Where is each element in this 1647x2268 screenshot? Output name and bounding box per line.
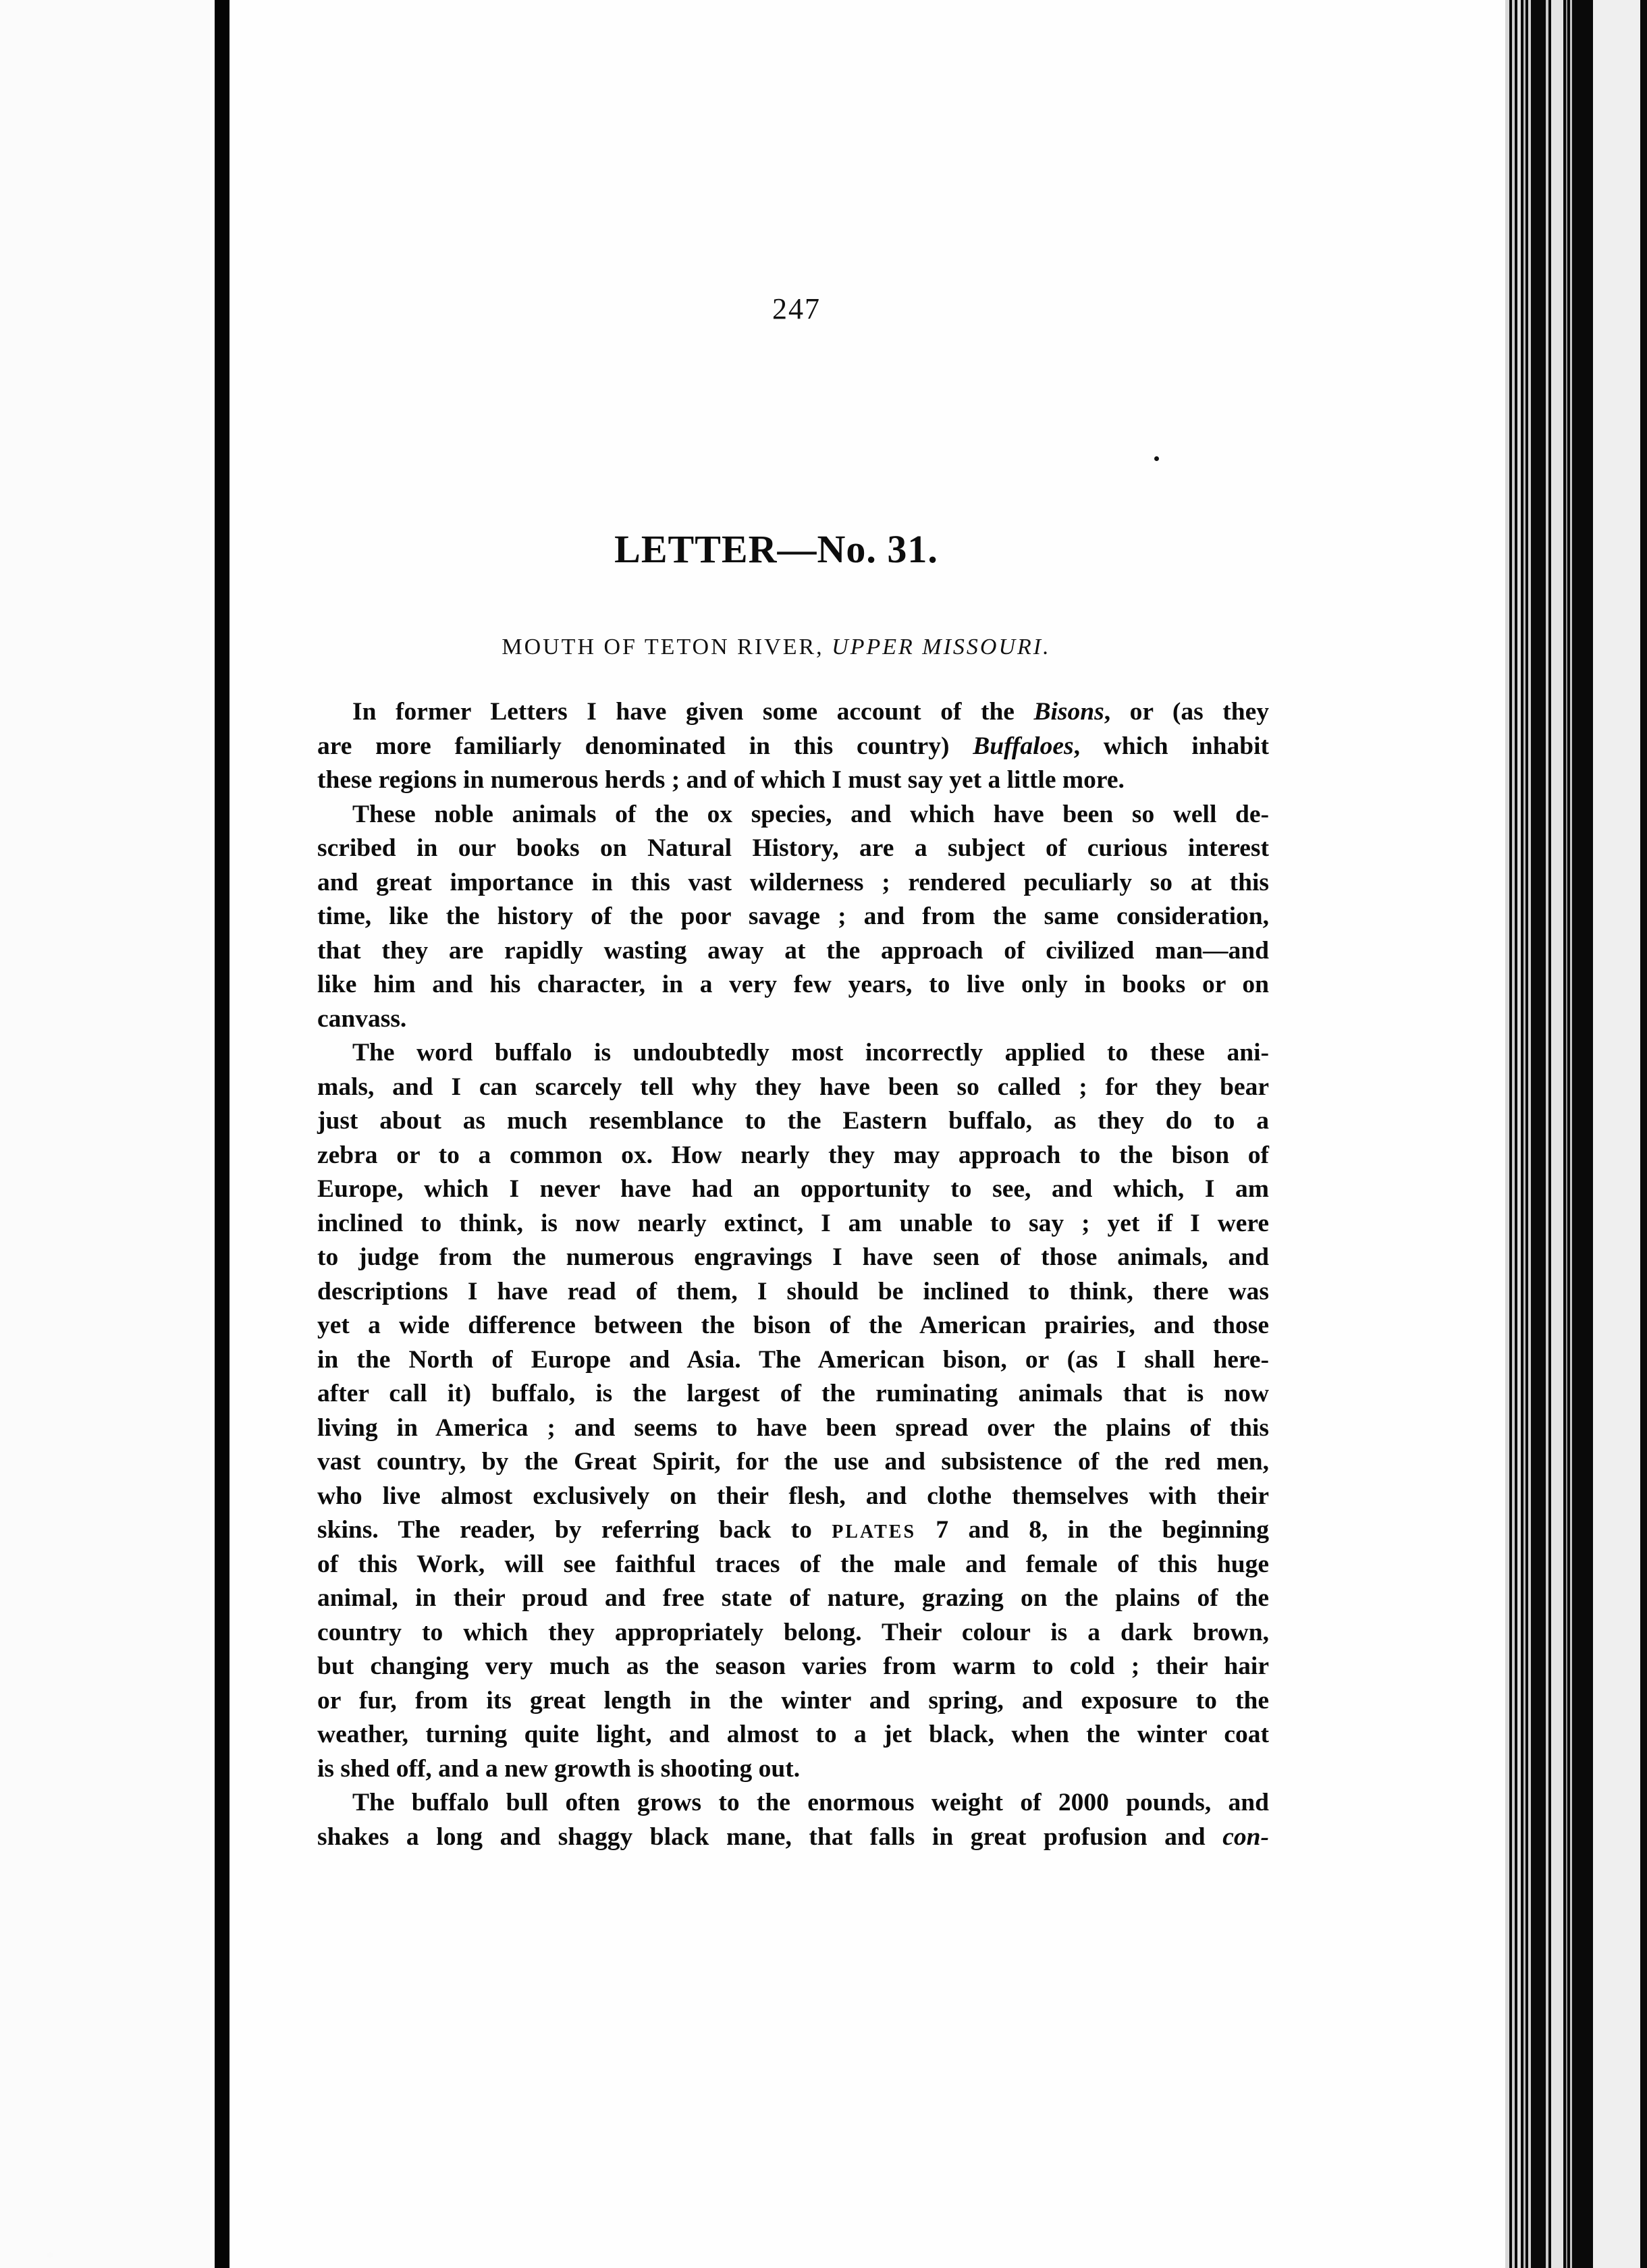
text-line: country to which they appropriately belong. Their colour is a dark brown,	[317, 1618, 1269, 1646]
text-line: scribed in our books on Natural History, are a subject of curious interest	[317, 834, 1269, 862]
text-line: descriptions I have read of them, I should be inclined to think, there was	[317, 1277, 1269, 1305]
letter-title: LETTER—No. 31.	[614, 527, 938, 571]
text-line: In former Letters I have given some account of the Bisons, or (as they	[352, 698, 1269, 726]
book-gutter	[215, 0, 230, 2268]
text-line: These noble animals of the ox species, and which have been so well de-	[352, 800, 1269, 828]
text-line: time, like the history of the poor savage ; and from the same consideration,	[317, 902, 1269, 930]
text-line: vast country, by the Great Spirit, for the use and subsistence of the red men,	[317, 1448, 1269, 1476]
text-line: yet a wide difference between the bison of the American prairies, and those	[317, 1312, 1269, 1339]
facing-page-edge	[0, 0, 215, 2268]
text-line: The word buffalo is undoubtedly most incorrectly applied to these ani-	[352, 1039, 1269, 1066]
location-italic: UPPER MISSOURI.	[832, 634, 1051, 659]
text-line: but changing very much as the season varies from warm to cold ; their hair	[317, 1652, 1269, 1680]
text-line: who live almost exclusively on their flesh, and clothe themselves with their	[317, 1482, 1269, 1510]
text-line: inclined to think, is now nearly extinct, I am unable to say ; yet if I were	[317, 1209, 1269, 1237]
ink-speck	[1154, 456, 1159, 461]
page-number: 247	[772, 292, 821, 325]
text-line: that they are rapidly wasting away at the approach of civilized man—and	[317, 936, 1269, 965]
text-line: of this Work, will see faithful traces of the male and female of this huge	[317, 1550, 1269, 1578]
text-line: mals, and I can scarcely tell why they have been so called ; for they bear	[317, 1073, 1269, 1101]
text-line: these regions in numerous herds ; and of which I must say yet a little more.	[317, 766, 1125, 794]
text-line: living in America ; and seems to have been spread over the plains of this	[317, 1413, 1269, 1442]
page-edges-stack	[1505, 0, 1647, 2268]
text-line: zebra or to a common ox. How nearly they may approach to the bison of	[317, 1141, 1269, 1169]
text-line: or fur, from its great length in the winter and spring, and exposure to the	[317, 1686, 1269, 1714]
text-line: Europe, which I never have had an opportunity to see, and which, I am	[317, 1175, 1269, 1203]
text-line: weather, turning quite light, and almost to a jet black, when the winter coat	[317, 1721, 1269, 1748]
letter-location	[405, 634, 1148, 660]
letter-body	[317, 695, 1269, 1854]
text-line: and great importance in this vast wilderness ; rendered peculiarly so at this	[317, 868, 1269, 896]
text-line: skins. The reader, by referring back to PLATES 7 and 8, in the beginning	[317, 1516, 1269, 1544]
location-roman: MOUTH OF TETON RIVER,	[502, 634, 832, 659]
text-line: to judge from the numerous engravings I have seen of those animals, and	[317, 1243, 1269, 1271]
text-line: canvass.	[317, 1004, 407, 1033]
text-line: are more familiarly denominated in this country) Buffaloes, which inhabit	[317, 732, 1270, 760]
scan-speck	[47, 2252, 53, 2258]
text-line: shakes a long and shaggy black mane, that falls in great profusion and con-	[317, 1823, 1269, 1851]
text-line: in the North of Europe and Asia. The American bison, or (as I shall here-	[317, 1345, 1269, 1374]
text-line: animal, in their proud and free state of nature, grazing on the plains of the	[317, 1584, 1269, 1612]
text-line: The buffalo bull often grows to the enormous weight of 2000 pounds, and	[352, 1789, 1269, 1816]
text-line: like him and his character, in a very few years, to live only in books or on	[317, 971, 1269, 998]
text-line: is shed off, and a new growth is shooting out.	[317, 1754, 801, 1783]
text-line: after call it) buffalo, is the largest of the ruminating animals that is now	[317, 1380, 1269, 1407]
text-line: just about as much resemblance to the Eastern buffalo, as they do to a	[317, 1107, 1269, 1135]
